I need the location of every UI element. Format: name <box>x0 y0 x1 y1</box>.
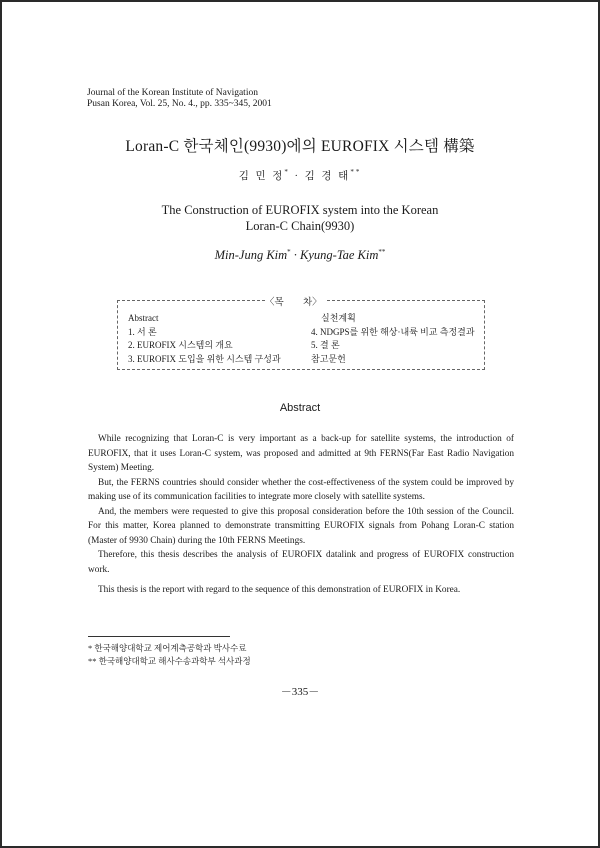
abstract-paragraph: And, the members were requested to give this proposal consideration before the 10th session of the Council. For this matter, Korea planned to demonstrate transmitting EUROFIX signals from Pohang Loran-C station (Master of 9930 Chain) during the 10th FERNS Meetings. <box>88 506 514 546</box>
english-title <box>0 202 600 234</box>
abstract-body <box>88 432 514 598</box>
author1-ko-mark: * <box>284 168 290 176</box>
abstract-paragraph: Therefore, this thesis describes the analysis of EUROFIX datalink and progress of EUROFIX construction work. <box>88 550 514 575</box>
author2-en-mark: ** <box>378 248 386 256</box>
toc-heading-left: 〈목 <box>265 298 284 308</box>
page-number: －335－ <box>280 686 320 698</box>
footnote-divider <box>88 636 230 637</box>
toc-item: 5. 결 론 <box>311 340 340 350</box>
toc-item: Abstract <box>128 313 159 323</box>
footnote-2: ** 한국해양대학교 해사수송과학부 석사과정 <box>88 656 251 666</box>
toc-heading <box>265 294 325 306</box>
author-separator-en: · <box>293 248 297 262</box>
journal-name: Journal of the Korean Institute of Navigation <box>87 88 258 98</box>
journal-volume: Pusan Korea, Vol. 25, No. 4., pp. 335~345, 2001 <box>87 99 272 109</box>
abstract-paragraph: But, the FERNS countries should consider whether the cost-effectiveness of the system could be improved by making use of its communication facilities to integrate more closely with satellite systems. <box>88 477 514 502</box>
korean-authors <box>0 168 600 183</box>
english-title-line1: The Construction of EUROFIX system into the Korean <box>161 203 439 217</box>
toc-left-column <box>128 312 281 366</box>
table-of-contents <box>117 300 485 370</box>
toc-item: 1. 서 론 <box>128 326 157 337</box>
author2-ko-mark: ** <box>350 168 362 176</box>
abstract-heading: Abstract <box>279 402 321 414</box>
author2-en: Kyung-Tae Kim <box>300 248 379 262</box>
toc-item: 3. EUROFIX 도입을 위한 시스템 구성과 <box>128 353 281 364</box>
journal-info <box>87 88 272 110</box>
author2-ko: 김 경 태 <box>304 171 351 182</box>
abstract-paragraph: This thesis is the report with regard to the sequence of this demonstration of EUROFIX in Korea. <box>98 585 461 595</box>
toc-right-column <box>311 312 475 366</box>
footnote-1: * 한국해양대학교 제어계측공학과 박사수료 <box>88 643 247 653</box>
toc-item: 4. NDGPS를 위한 해상·내륙 비교 측정결과 <box>311 326 475 337</box>
abstract-paragraph: While recognizing that Loran-C is very important as a back-up for satellite systems, the introduction of EUROFIX, that it uses Loran-C system, was proposed and admitted at 9th FERNS(Far East Radio Navigation System) Meeting. <box>88 434 514 473</box>
toc-item: 실천계획 <box>321 313 356 323</box>
toc-item: 2. EUROFIX 시스템의 개요 <box>128 340 233 350</box>
korean-title: Loran-C 한국체인(9930)에의 EUROFIX 시스템 構築 <box>125 138 475 155</box>
author-separator-ko: · <box>294 171 300 182</box>
english-authors <box>0 248 600 263</box>
toc-heading-right: 차〉 <box>303 298 322 308</box>
author1-en-mark: * <box>287 248 291 256</box>
author1-en: Min-Jung Kim <box>214 248 288 262</box>
toc-item: 참고문헌 <box>311 353 346 364</box>
footnotes <box>88 642 251 668</box>
author1-ko: 김 민 정 <box>238 171 285 182</box>
english-title-line2: Loran-C Chain(9930) <box>245 219 355 233</box>
